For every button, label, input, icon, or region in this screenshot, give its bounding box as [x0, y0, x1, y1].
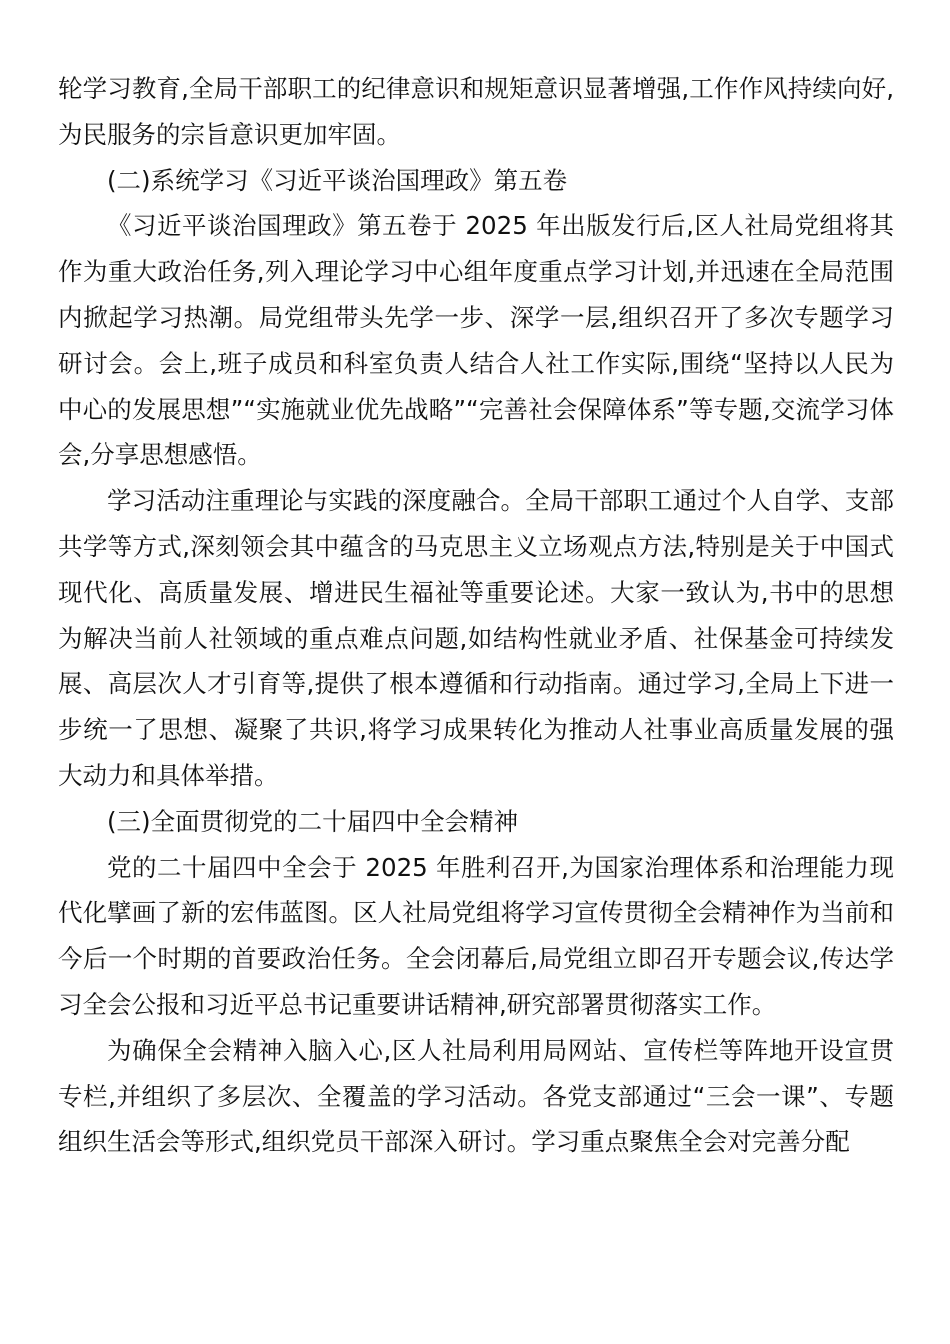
paragraph: 为确保全会精神入脑入心,区人社局利用局网站、宣传栏等阵地开设宣贯专栏,并组织了多层次、全覆盖的学习活动。各党支部通过“三会一课”、专题组织生活会等形式,组织党员干部深入研讨。学习重点聚焦全会对完善分配 [58, 1035, 894, 1157]
document-page [58, 66, 894, 1165]
paragraph: 党的二十届四中全会于 2025 年胜利召开,为国家治理体系和治理能力现代化擘画了新的宏伟蓝图。区人社局党组将学习宣传贯彻全会精神作为当前和今后一个时期的首要政治任务。全会闭幕后,局党组立即召开专题会议,传达学习全会公报和习近平总书记重要讲话精神,研究部署贯彻落实工作。 [58, 852, 894, 1019]
paragraph: 《习近平谈治国理政》第五卷于 2025 年出版发行后,区人社局党组将其作为重大政治任务,列入理论学习中心组年度重点学习计划,并迅速在全局范围内掀起学习热潮。局党组带头先学一步、深学一层,组织召开了多次专题学习研讨会。会上,班子成员和科室负责人结合人社工作实际,围绕“坚持以人民为中心的发展思想”“实施就业优先战略”“完善社会保障体系”等专题,交流学习体会,分享思想感悟。 [58, 211, 894, 470]
paragraph: 学习活动注重理论与实践的深度融合。全局干部职工通过个人自学、支部共学等方式,深刻领会其中蕴含的马克思主义立场观点方法,特别是关于中国式现代化、高质量发展、增进民生福祉等重要论述。大家一致认为,书中的思想为解决当前人社领域的重点难点问题,如结构性就业矛盾、社保基金可持续发展、高层次人才引育等,提供了根本遵循和行动指南。通过学习,全局上下进一步统一了思想、凝聚了共识,将学习成果转化为推动人社事业高质量发展的强大动力和具体举措。 [58, 486, 894, 790]
section-heading-3: (三)全面贯彻党的二十届四中全会精神 [107, 806, 519, 836]
section-heading-2: (二)系统学习《习近平谈治国理政》第五卷 [107, 165, 568, 195]
paragraph-continuation: 轮学习教育,全局干部职工的纪律意识和规矩意识显著增强,工作作风持续向好,为民服务的宗旨意识更加牢固。 [58, 74, 894, 149]
